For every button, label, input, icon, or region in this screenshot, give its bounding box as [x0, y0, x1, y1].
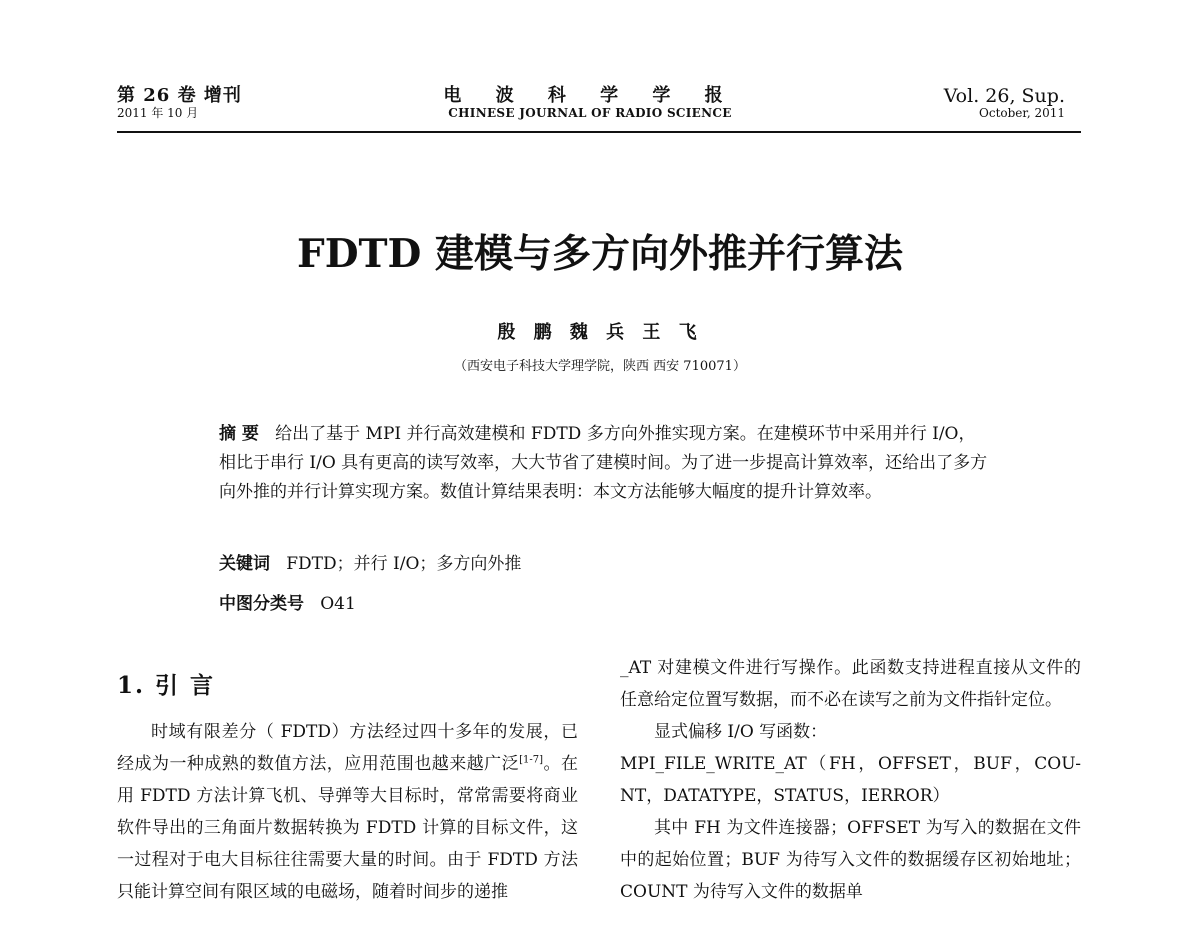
journal-volume-info-en	[805, 86, 1065, 120]
function-signature: MPI_FILE_WRITE_AT（FH，OFFSET，BUF，COU-NT，DATATYPE，STATUS，IERROR）	[620, 754, 1081, 806]
abstract-text: 给出了基于 MPI 并行高效建模和 FDTD 多方向外推实现方案。在建模环节中采用并行 I/O，相比于串行 I/O 具有更高的读写效率，大大节省了建模时间。为了进一步提高计算效率，还给出了多方向外推的并行计算实现方案。数值计算结果表明：本文方法能够大幅度的提升计算效率。	[219, 424, 988, 502]
left-column	[117, 668, 578, 908]
publication-date-en: October, 2011	[979, 106, 1065, 120]
intro-paragraph	[117, 716, 578, 908]
section-heading: 1. 引 言	[117, 672, 216, 699]
volume-issue: 第 26 卷 增刊	[117, 85, 242, 106]
right-paragraph-1: _AT 对建模文件进行写操作。此函数支持进程直接从文件的任意给定位置写数据，而不必在读写之前为文件指针定位。	[620, 658, 1081, 710]
abstract	[219, 420, 989, 507]
journal-name	[400, 86, 780, 120]
journal-name-en: CHINESE JOURNAL OF RADIO SCIENCE	[448, 106, 732, 120]
abstract-label: 摘 要	[219, 424, 259, 444]
citation-ref: [1-7]	[519, 754, 544, 766]
keywords-text: FDTD；并行 I/O；多方向外推	[286, 554, 522, 574]
classification-label: 中图分类号	[219, 594, 304, 614]
classification-value: O41	[320, 594, 356, 614]
right-column	[620, 652, 1081, 908]
paper-title: FDTD 建模与多方向外推并行算法	[297, 231, 903, 277]
publication-date-cn: 2011 年 10 月	[117, 106, 199, 120]
authors: 殷 鹏 魏 兵 王 飞	[497, 322, 703, 343]
keywords-label: 关键词	[219, 554, 270, 574]
volume-en: Vol. 26, Sup.	[943, 85, 1065, 107]
right-paragraph-4: 其中 FH 为文件连接器；OFFSET 为写入的数据在文件中的起始位置；BUF 为待写入文件的数据缓存区初始地址；COUNT 为待写入文件的数据单	[620, 818, 1081, 902]
keywords	[219, 550, 989, 579]
journal-name-cn: 电 波 科 学 学 报	[443, 85, 737, 106]
journal-volume-info	[117, 86, 377, 120]
intro-text-part2: 。在用 FDTD 方法计算飞机、导弹等大目标时，常常需要将商业软件导出的三角面片数据转换为 FDTD 计算的目标文件，这一过程对于电大目标往往需要大量的时间。由于 FDTD 方法只能计算空间有限区域的电磁场，随着时间步的递推	[117, 754, 579, 902]
right-paragraph-2: 显式偏移 I/O 写函数：	[654, 722, 828, 742]
classification-code	[219, 590, 989, 619]
header-divider	[117, 131, 1081, 133]
intro-text-part1: 时域有限差分（ FDTD）方法经过四十多年的发展，已经成为一种成熟的数值方法，应用范围也越来越广泛	[117, 722, 578, 774]
affiliation: （西安电子科技大学理学院，陕西 西安 710071）	[454, 359, 746, 374]
